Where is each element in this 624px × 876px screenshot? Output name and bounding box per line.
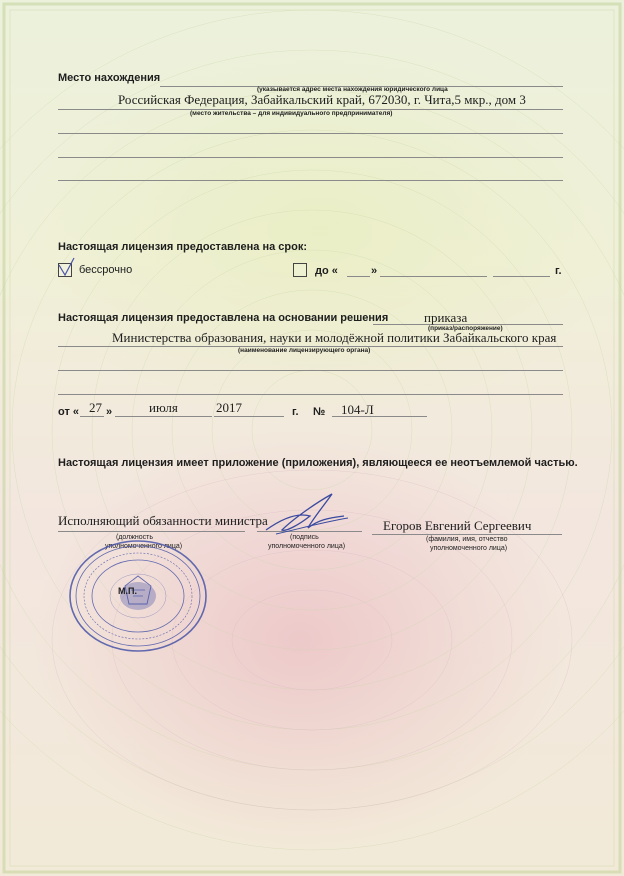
- indefinite-label: бессрочно: [79, 264, 133, 276]
- number-line: [332, 416, 427, 417]
- until-label: до «: [315, 265, 338, 277]
- position-line: [58, 531, 245, 532]
- until-month-line: [380, 276, 487, 277]
- blank-line-4: [58, 370, 563, 371]
- date-mid: »: [106, 406, 113, 418]
- until-day-line: [347, 276, 370, 277]
- decision-year: 2017: [216, 400, 242, 415]
- until-mid: »: [371, 265, 378, 277]
- position-hint-2: уполномоченного лица): [105, 543, 183, 550]
- name-hint-1: (фамилия, имя, отчество: [426, 536, 508, 543]
- year-line: [214, 416, 284, 417]
- until-checkbox: [293, 263, 307, 277]
- term-label: Настоящая лицензия предоставлена на срок:: [58, 241, 307, 253]
- blank-line-3: [58, 180, 563, 181]
- month-line: [115, 416, 212, 417]
- decision-type: приказа: [424, 310, 468, 325]
- date-year-suffix: г.: [292, 406, 299, 418]
- until-year-line: [493, 276, 550, 277]
- seal-place-label: М.П.: [118, 586, 137, 596]
- basis-label: Настоящая лицензия предоставлена на основании решения: [58, 312, 389, 324]
- day-line: [80, 416, 104, 417]
- position-hint-1: (должность: [116, 534, 154, 541]
- official-seal: [67, 538, 209, 654]
- signatory-name: Егоров Евгений Сергеевич: [383, 518, 532, 533]
- handwritten-signature: [262, 490, 352, 542]
- until-year-suffix: г.: [555, 265, 562, 277]
- decision-hint: (приказ/распоряжение): [428, 325, 503, 332]
- blank-line-5: [58, 394, 563, 395]
- decision-number: 104-Л: [341, 402, 374, 417]
- location-hint-top: (указывается адрес места нахождения юридического лица: [257, 86, 448, 93]
- signature-hint-2: уполномоченного лица): [268, 543, 346, 550]
- name-hint-2: уполномоченного лица): [430, 545, 508, 552]
- signatory-position: Исполняющий обязанности министра: [58, 513, 268, 528]
- checkmark-icon: [56, 256, 76, 278]
- appendix-text: Настоящая лицензия имеет приложение (приложения), являющееся ее неотъемлемой частью.: [58, 457, 578, 469]
- authority-hint: (наименование лицензирующего органа): [238, 347, 371, 354]
- location-hint-bottom: (место жительства – для индивидуального предпринимателя): [190, 110, 393, 117]
- location-address: Российская Федерация, Забайкальский край, 672030, г. Чита,5 мкр., дом 3: [118, 92, 526, 107]
- name-line: [372, 534, 562, 535]
- location-label: Место нахождения: [58, 72, 161, 84]
- seal-stamp-icon: [67, 538, 209, 654]
- number-sign: №: [313, 406, 326, 418]
- licensing-authority: Министерства образования, науки и молодёжной политики Забайкальского края: [112, 330, 557, 345]
- decision-month: июля: [149, 400, 178, 415]
- blank-line-1: [58, 133, 563, 134]
- blank-line-2: [58, 157, 563, 158]
- decision-day: 27: [89, 400, 102, 415]
- signature-hint-1: (подпись: [290, 534, 319, 541]
- date-prefix: от «: [58, 406, 80, 418]
